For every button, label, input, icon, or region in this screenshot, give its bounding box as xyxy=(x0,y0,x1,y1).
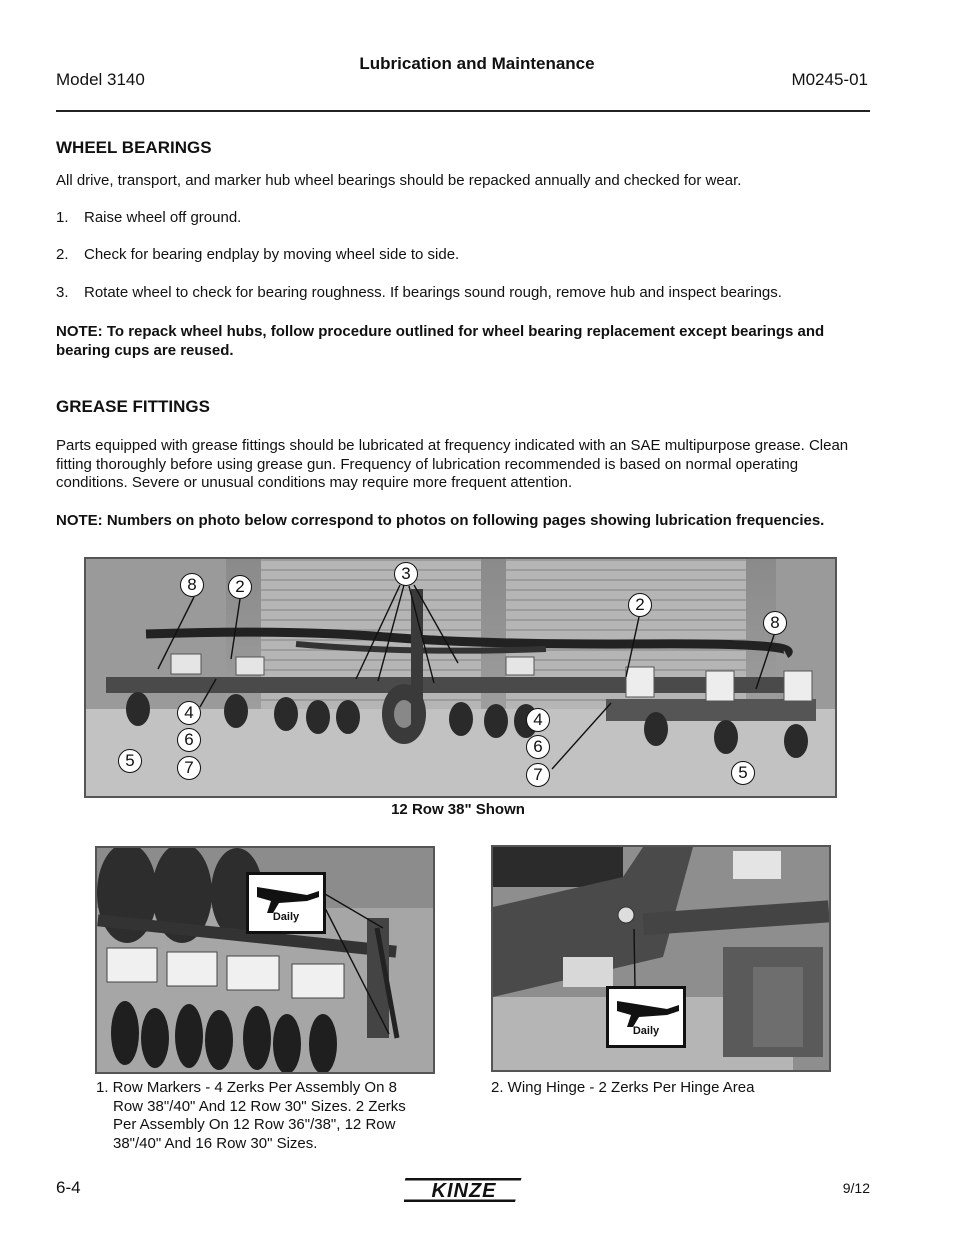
callout-5: 5 xyxy=(731,761,755,785)
caption-line: Row 38"/40" And 12 Row 30" Sizes. 2 Zerks xyxy=(113,1097,406,1115)
grease-gun-icon xyxy=(609,993,683,1027)
grease-fittings-intro: Parts equipped with grease fittings should be lubricated at frequency indicated with an SAE multipurpose grease. Clean fitting thoroughly before using grease gun. Frequency of lubrication recommended is based on normal operating conditions. Severe or unusual conditions may require more frequent attention. xyxy=(56,437,849,491)
main-photo-caption: 12 Row 38" Shown xyxy=(391,801,525,818)
page-number: 6-4 xyxy=(56,1178,81,1197)
wheel-bearings-intro: All drive, transport, and marker hub wheel bearings should be repacked annually and checked for wear. xyxy=(56,172,742,189)
row-markers-caption xyxy=(96,1079,406,1153)
callout-6: 6 xyxy=(526,735,550,759)
kinze-logo-graphic xyxy=(404,1176,524,1204)
daily-frequency-badge xyxy=(606,986,686,1048)
callout-7: 7 xyxy=(526,763,550,787)
step-text: Raise wheel off ground. xyxy=(84,209,242,226)
wing-hinge-photo xyxy=(491,845,831,1072)
callout-3: 3 xyxy=(394,562,418,586)
caption-line: 1. Row Markers - 4 Zerks Per Assembly On 8 xyxy=(96,1079,397,1096)
grease-fittings-note: NOTE: Numbers on photo below correspond to photos on following pages showing lubrication frequencies. xyxy=(56,512,825,529)
callout-8: 8 xyxy=(180,573,204,597)
step-number: 2. xyxy=(56,246,69,263)
model-label: Model 3140 xyxy=(56,70,145,89)
callout-6: 6 xyxy=(177,728,201,752)
heading-grease-fittings: GREASE FITTINGS xyxy=(56,397,210,416)
svg-text:KINZE: KINZE xyxy=(431,1180,497,1202)
callout-5: 5 xyxy=(118,749,142,773)
heading-wheel-bearings: WHEEL BEARINGS xyxy=(56,138,212,157)
doc-number: M0245-01 xyxy=(791,70,868,89)
step-number: 3. xyxy=(56,284,69,301)
row-markers-photo xyxy=(95,846,435,1074)
daily-frequency-badge xyxy=(246,872,326,934)
grease-gun-icon xyxy=(249,879,323,913)
daily-label: Daily xyxy=(272,911,300,923)
step-text: Check for bearing endplay by moving wheel side to side. xyxy=(84,246,460,263)
step-number: 1. xyxy=(56,209,69,226)
header-divider xyxy=(56,110,870,112)
revision-date: 9/12 xyxy=(842,1180,870,1196)
kinze-logo xyxy=(404,1176,524,1204)
callout-8: 8 xyxy=(763,611,787,635)
callout-4: 4 xyxy=(526,708,550,732)
caption-line: 38"/40" And 16 Row 30" Sizes. xyxy=(113,1134,318,1152)
planter-overview-photo xyxy=(84,557,837,798)
step-text: Rotate wheel to check for bearing roughness. If bearings sound rough, remove hub and inspect bearings. xyxy=(84,284,782,301)
wing-hinge-caption: 2. Wing Hinge - 2 Zerks Per Hinge Area xyxy=(491,1079,755,1096)
callout-2: 2 xyxy=(228,575,252,599)
callout-7: 7 xyxy=(177,756,201,780)
daily-label: Daily xyxy=(632,1025,660,1037)
callout-2: 2 xyxy=(628,593,652,617)
section-title: Lubrication and Maintenance xyxy=(359,54,595,73)
callout-4: 4 xyxy=(177,701,201,725)
caption-line: Per Assembly On 12 Row 36"/38", 12 Row xyxy=(113,1116,396,1133)
wheel-bearings-note: NOTE: To repack wheel hubs, follow procedure outlined for wheel bearing replacement except bearings and bearing cups are reused. xyxy=(56,323,825,359)
